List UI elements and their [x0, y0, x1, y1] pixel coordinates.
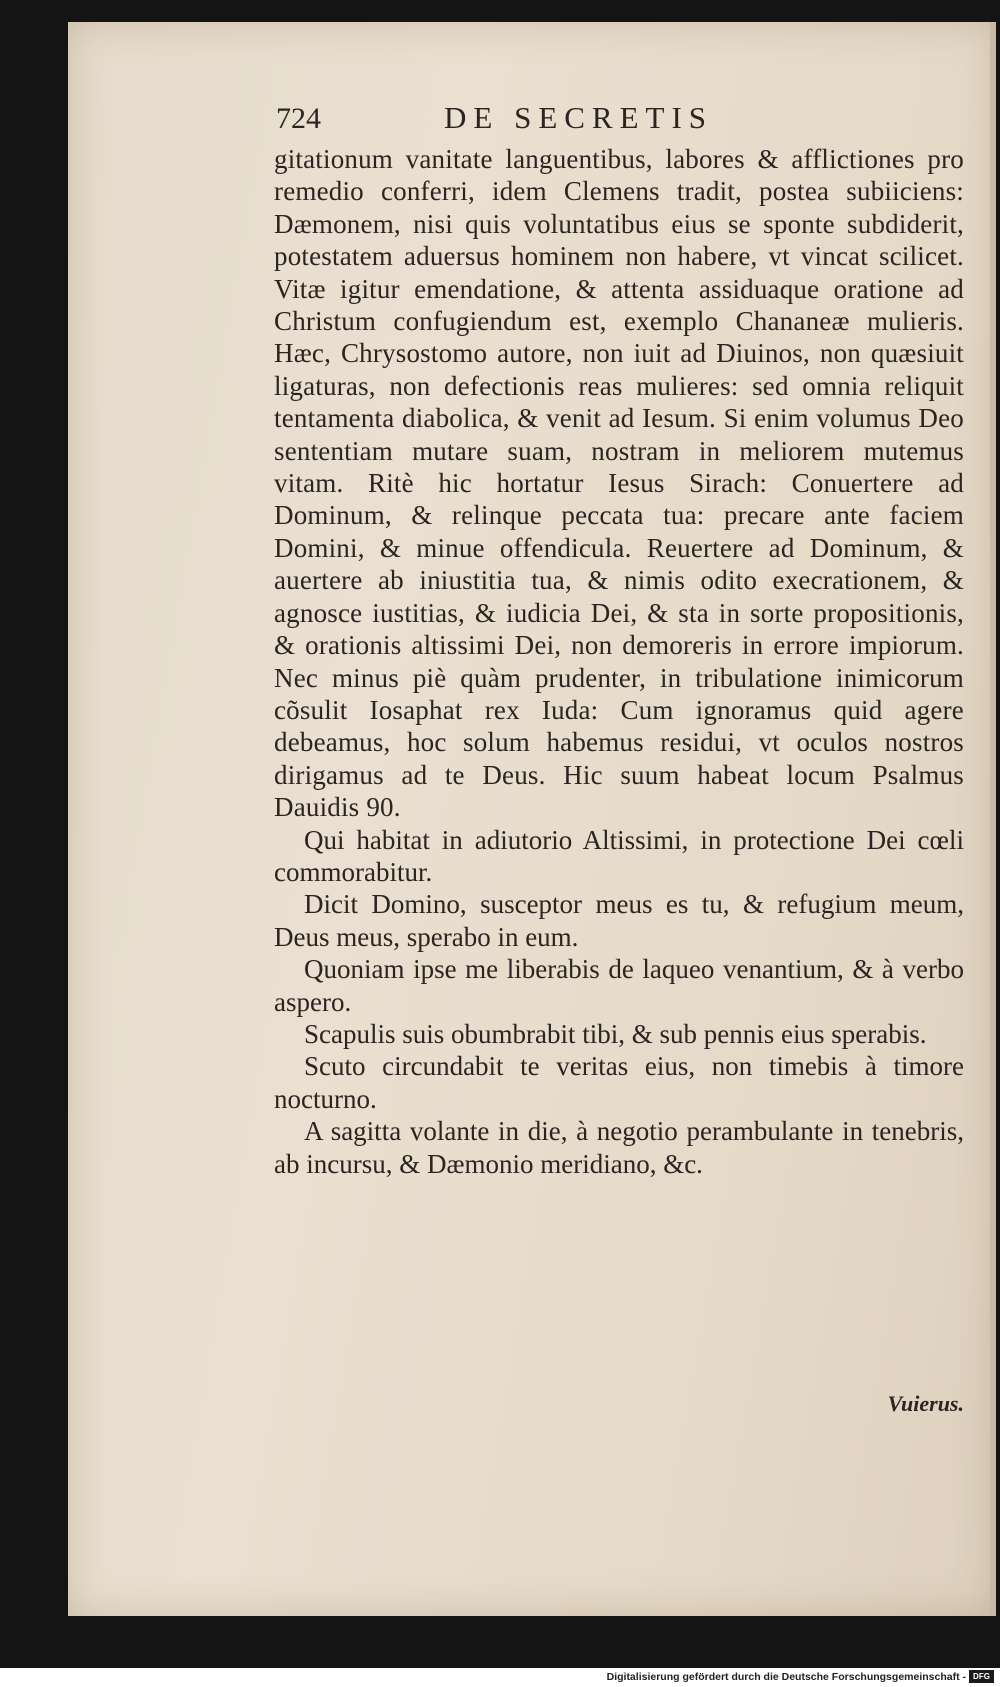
psalm-verse-3: Quoniam ipse me liberabis de laqueo venantium, & à verbo aspero. — [274, 954, 964, 1017]
psalm-verse-6: A sagitta volante in die, à negotio perambulante in tenebris, ab incursu, & Dæmonio meridiano, &c. — [274, 1116, 964, 1179]
prose-paragraph: gitationum vanitate languentibus, labores & afflictiones pro remedio conferri, idem Clemens tradit, postea subiiciens: Dæmonem, nisi quis voluntatibus eius se sponte subdiderit, potestatem aduersus hominem non habere, vt vincat scilicet. Vitæ igitur emendatione, & attenta assiduaque oratione ad Christum confugiendum est, exemplo Chananeæ mulieris. Hæc, Chrysostomo autore, non iuit ad Diuinos, non quæsiuit ligaturas, non defectionis reas mulieres: sed omnia reliquit tentamenta diabolica, & venit ad Iesum. Si enim volumus Deo sententiam mutare suam, nostram in meliorem mutemus vitam. Ritè hic hortatur Iesus Sirach: Conuertere ad Dominum, & relinque peccata tua: precare ante faciem Domini, & minue offendicula. Reuertere ad Dominum, & auertere ab iniustitia tua, & nimis odito execrationem, & agnosce iustitias, & iudicia Dei, & sta in sorte propositionis, & orationis altissimi Dei, non demoreris in errore impiorum. Nec minus piè quàm prudenter, in tribulatione inimicorum cõsulit Iosaphat rex Iuda: Cum ignoramus quid agere debeamus, hoc solum habemus residui, vt oculos nostros dirigamus ad te Deus. Hic suum habeat locum Psalmus Dauidis 90. — [274, 144, 964, 823]
psalm-verse-2: Dicit Domino, susceptor meus es tu, & refugium meum, Deus meus, sperabo in eum. — [274, 889, 964, 952]
psalm-verse-1: Qui habitat in adiutorio Altissimi, in protectione Dei cœli commorabitur. — [274, 824, 964, 887]
psalm-verse-5: Scuto circundabit te veritas eius, non timebis à timore nocturno. — [274, 1051, 964, 1114]
dfg-logo: DFG — [969, 1670, 994, 1683]
running-title: DE SECRETIS — [444, 100, 714, 135]
page-number: 724 — [276, 102, 321, 135]
funding-credit: Digitalisierung gefördert durch die Deutsche Forschungsgemeinschaft - — [606, 1671, 966, 1683]
catchword: Vuierus. — [887, 1391, 964, 1416]
psalm-verse-4: Scapulis suis obumbrabit tibi, & sub pennis eius sperabis. — [304, 1018, 927, 1049]
page-edge — [990, 22, 996, 1616]
footer-bar — [0, 1668, 1000, 1687]
main-text — [274, 143, 964, 1180]
page-header — [276, 100, 836, 144]
